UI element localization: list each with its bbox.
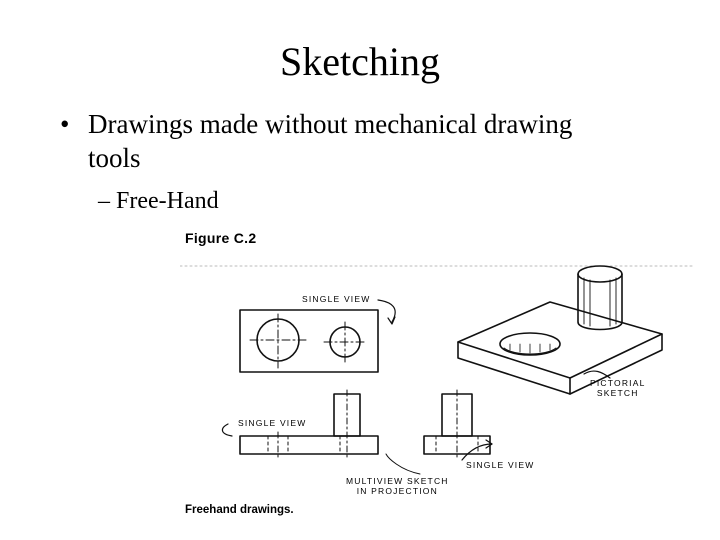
arrow-single-view-left [222,424,232,436]
single-view-rect [240,310,378,372]
callout-single-view-left: SINGLE VIEW [238,418,307,428]
callout-pictorial-line1: PICTORIAL [590,378,646,388]
callout-single-view-right: SINGLE VIEW [466,460,535,470]
bullet-text: Drawings made without mechanical drawing tools [88,109,573,173]
callout-single-view-top: SINGLE VIEW [302,294,371,304]
figure-label: Figure C.2 [185,230,257,246]
pictorial-sketch [458,266,662,394]
arrow-single-view-top [378,300,395,322]
multiview-right [424,390,490,458]
callout-multiview-line2: IN PROJECTION [356,486,438,496]
callout-pictorial [590,378,646,398]
slide-title: Sketching [280,39,440,84]
figure-caption: Freehand drawings. [185,504,294,516]
callout-pictorial-line2: SKETCH [596,388,639,398]
bullet-dot: • [60,109,70,139]
arrow-multiview [386,454,420,474]
callout-multiview-line1: MULTIVIEW SKETCH [346,476,449,486]
sub-bullet-item: – Free-Hand [98,188,219,214]
callout-multiview [346,476,449,496]
figure [180,222,700,522]
